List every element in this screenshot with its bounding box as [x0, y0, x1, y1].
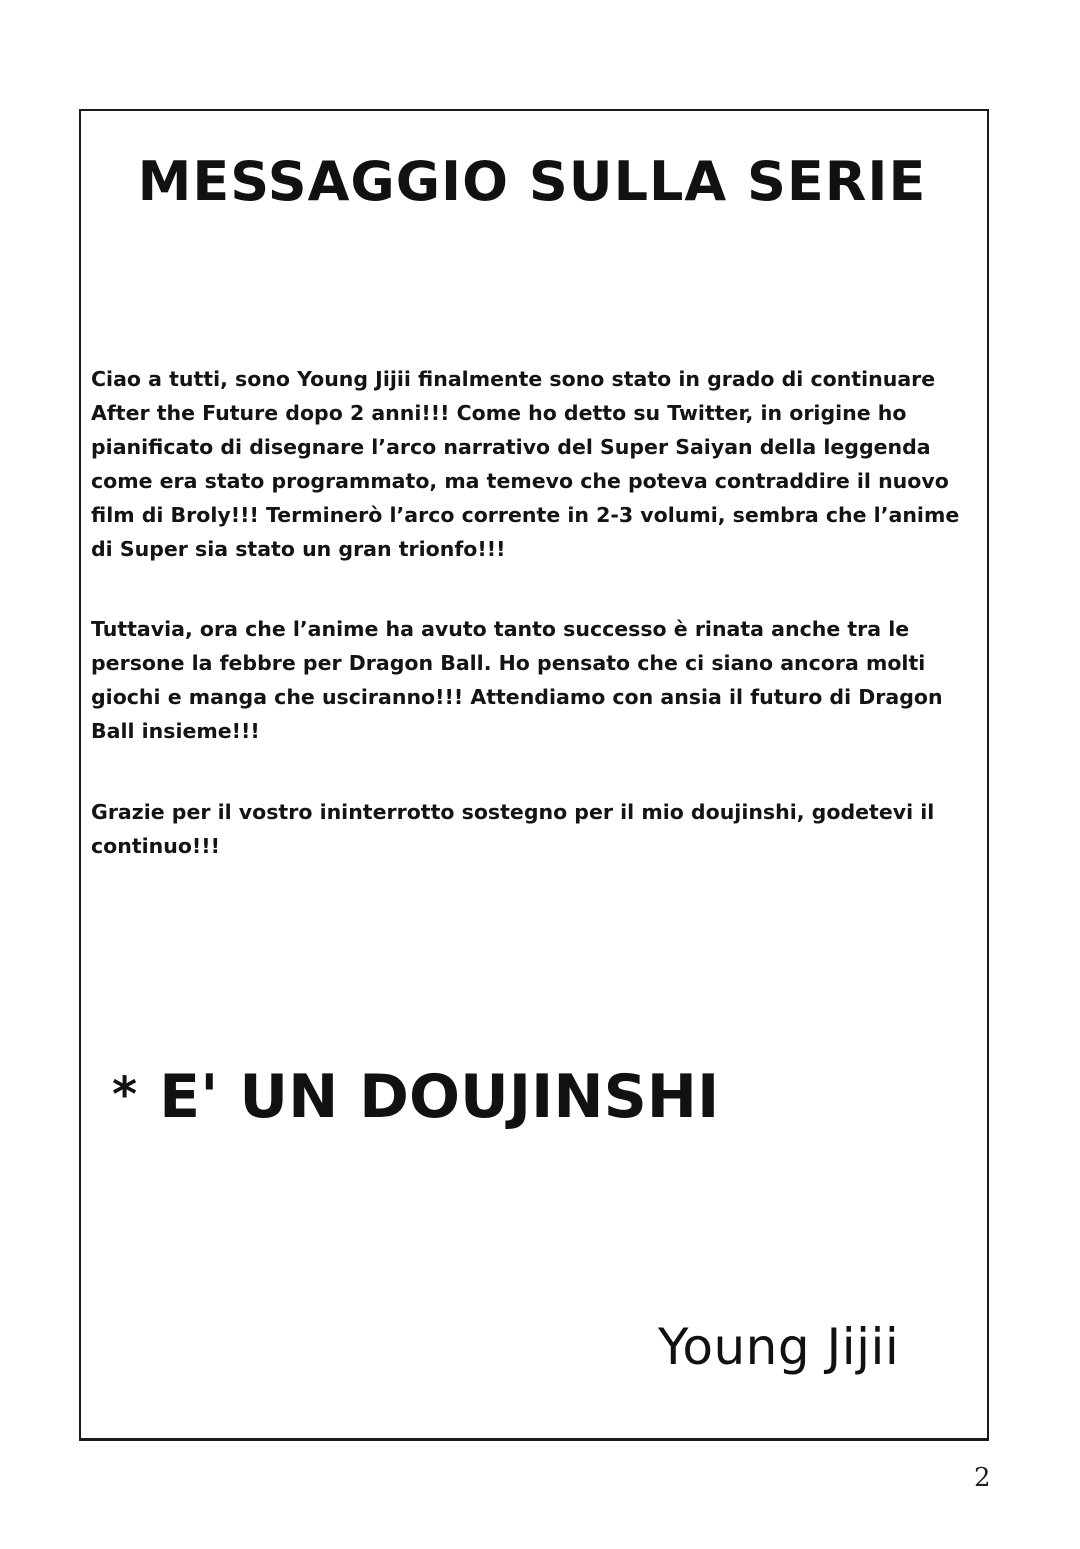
message-paragraph-1: Ciao a tutti, sono Young Jijii finalmente sono stato in grado di continuare After the Future dopo 2 anni!!! Come ho detto su Twitter, in origine ho pianificato di disegnare l’arco narrativo del Super Saiyan della leggenda come era stato programmato, ma temevo che poteva contraddire il nuovo film di Broly!!! Terminerò l’arco corrente in 2-3 volumi, sembra che l’anime di Super sia stato un gran trionfo!!!: [91, 367, 960, 561]
asterisk-marker: *: [112, 1067, 138, 1123]
message-paragraph-3: Grazie per il vostro ininterrotto sostegno per il mio doujinshi, godetevi il continuo!!!: [91, 800, 935, 858]
page-number: 2: [974, 1463, 991, 1493]
author-signature: Young Jijii: [658, 1318, 900, 1376]
message-paragraph-2: Tuttavia, ora che l’anime ha avuto tanto successo è rinata anche tra le persone la febbre per Dragon Ball. Ho pensato che ci siano ancora molti giochi e manga che usciranno!!! Attendiamo con ansia il futuro di Dragon Ball insieme!!!: [91, 617, 943, 743]
doujinshi-notice-text: E' UN DOUJINSHI: [159, 1062, 720, 1132]
page-title: MESSAGGIO SULLA SERIE: [137, 150, 927, 213]
page-frame: [79, 109, 989, 1441]
doujinshi-notice: [112, 1062, 719, 1132]
